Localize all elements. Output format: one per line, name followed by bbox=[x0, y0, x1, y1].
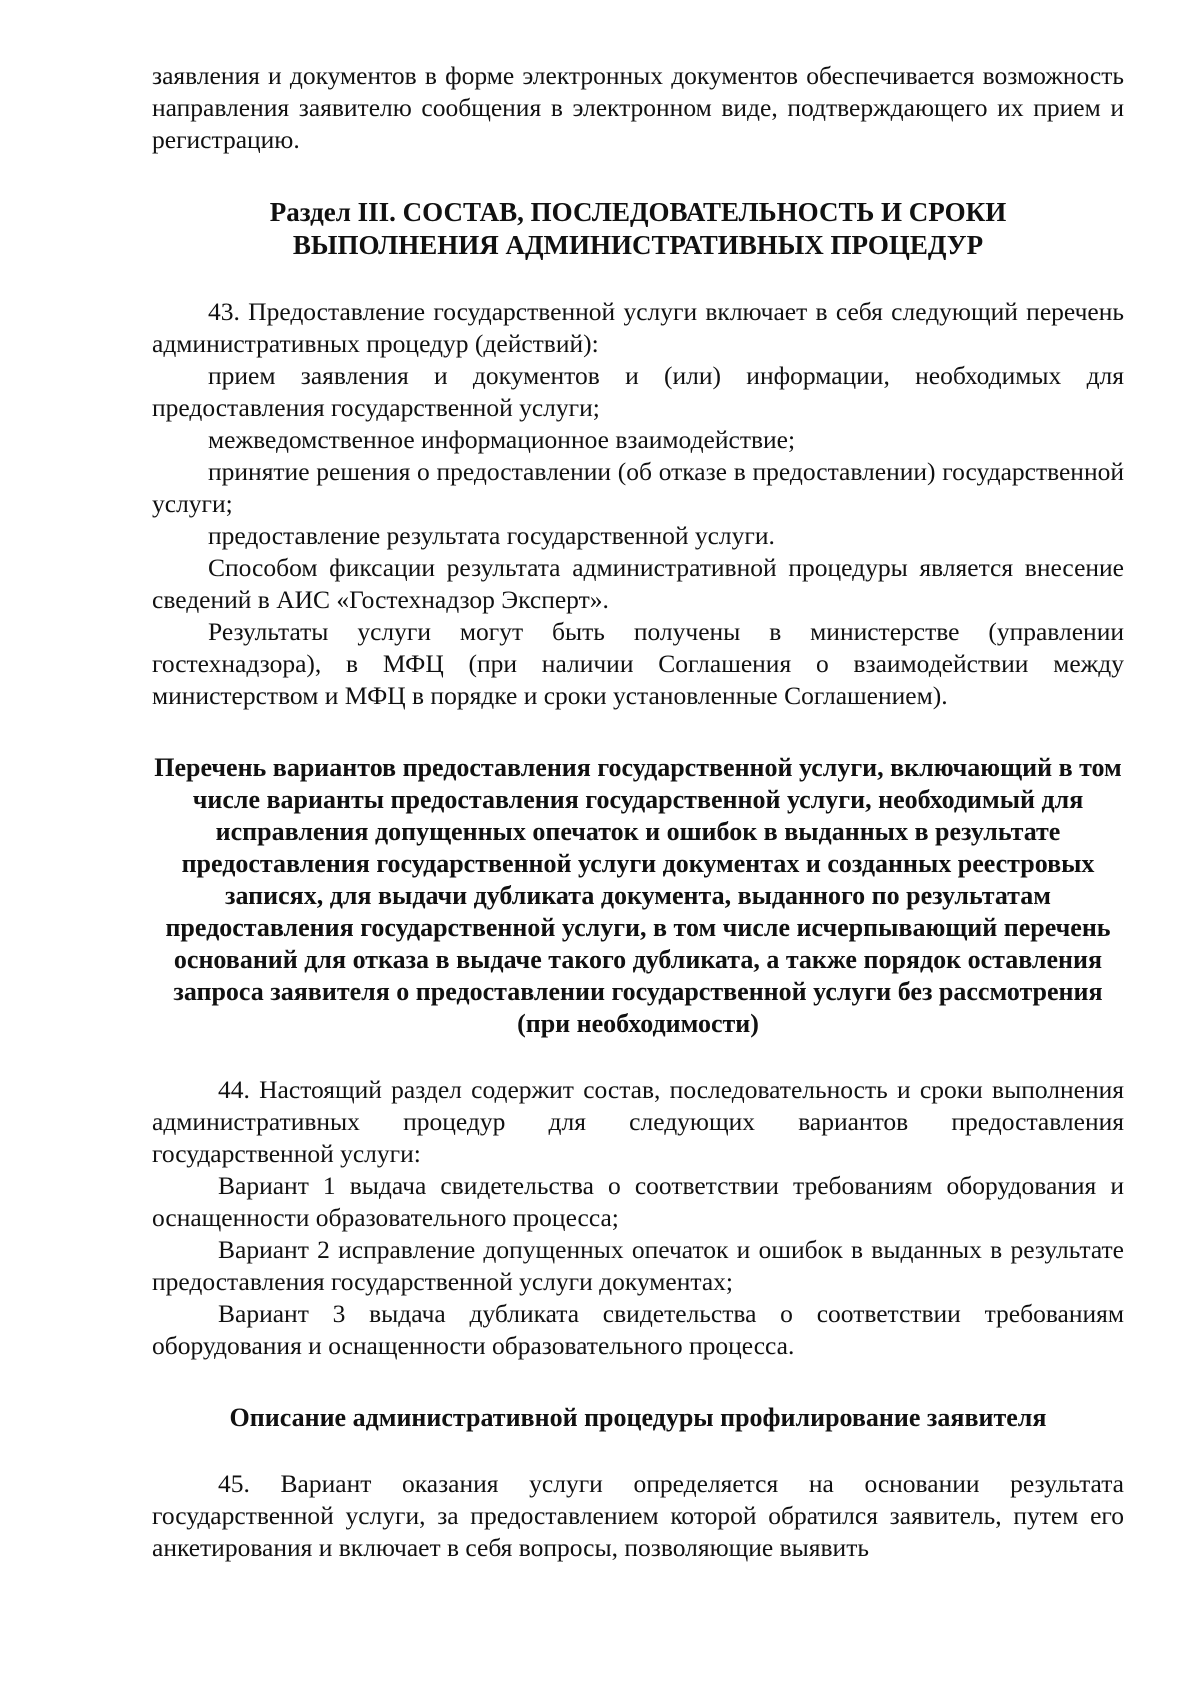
paragraph-continuation: заявления и документов в форме электронных документов обеспечивается возможность направления заявителю сообщения в электронном виде, подтверждающего их прием и регистрацию. bbox=[152, 61, 1124, 154]
profiling-heading: Описание административной процедуры профилирование заявителя bbox=[229, 1403, 1047, 1432]
paragraph-44-intro: 44. Настоящий раздел содержит состав, последовательность и сроки выполнения административных процедур для следующих вариантов предоставления государственной услуги: bbox=[152, 1075, 1124, 1168]
paragraph-43-item-1: прием заявления и документов и (или) информации, необходимых для предоставления государственной услуги; bbox=[152, 361, 1124, 422]
document-page bbox=[152, 60, 1124, 1564]
variants-heading: Перечень вариантов предоставления государственной услуги, включающий в том числе варианты предоставления государственной услуги, необходимый для исправления допущенных опечаток и ошибок в выданных в результате предоставления государственной услуги документах и созданных реестровых записях, для выдачи дубликата документа, выданного по результатам предоставления государственной услуги, в том числе исчерпывающий перечень оснований для отказа в выдаче такого дубликата, а также порядок оставления запроса заявителя о предоставлении государственной услуги без рассмотрения (при необходимости) bbox=[154, 753, 1122, 1038]
section-heading-line-1: Раздел III. СОСТАВ, ПОСЛЕДОВАТЕЛЬНОСТЬ И СРОКИ bbox=[269, 197, 1007, 227]
paragraph-45: 45. Вариант оказания услуги определяется на основании результата государственной услуги, за предоставлением которой обратился заявитель, путем его анкетирования и включает в себя вопросы, позволяющие выявить bbox=[152, 1469, 1124, 1562]
paragraph-43-item-4: предоставление результата государственной услуги. bbox=[208, 521, 775, 550]
paragraph-43-intro: 43. Предоставление государственной услуги включает в себя следующий перечень административных процедур (действий): bbox=[152, 297, 1124, 358]
paragraph-44-variant-2: Вариант 2 исправление допущенных опечаток и ошибок в выданных в результате предоставления государственной услуги документах; bbox=[152, 1235, 1124, 1296]
paragraph-43-item-2: межведомственное информационное взаимодействие; bbox=[208, 425, 796, 454]
paragraph-43-fixation: Способом фиксации результата административной процедуры является внесение сведений в АИС «Гостехнадзор Эксперт». bbox=[152, 553, 1124, 614]
paragraph-44-variant-3: Вариант 3 выдача дубликата свидетельства о соответствии требованиям оборудования и оснащенности образовательного процесса. bbox=[152, 1299, 1124, 1360]
section-heading-line-2: ВЫПОЛНЕНИЯ АДМИНИСТРАТИВНЫХ ПРОЦЕДУР bbox=[292, 230, 984, 260]
paragraph-44-variant-1: Вариант 1 выдача свидетельства о соответствии требованиям оборудования и оснащенности образовательного процесса; bbox=[152, 1171, 1124, 1232]
paragraph-43-item-3: принятие решения о предоставлении (об отказе в предоставлении) государственной услуги; bbox=[152, 457, 1124, 518]
paragraph-43-results: Результаты услуги могут быть получены в министерстве (управлении гостехнадзора), в МФЦ (при наличии Соглашения о взаимодействии между министерством и МФЦ в порядке и сроки установленные Соглашением). bbox=[152, 617, 1124, 710]
